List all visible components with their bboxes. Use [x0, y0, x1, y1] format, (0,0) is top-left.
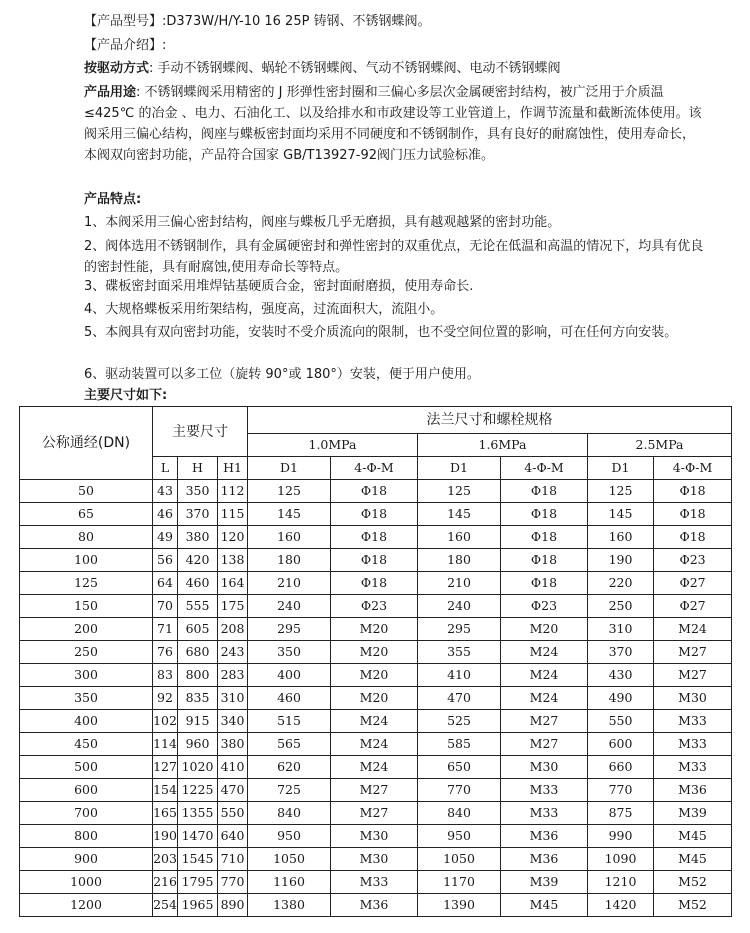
cell-bolt-25: M45 — [654, 848, 732, 871]
cell-d1-25: 1210 — [588, 871, 654, 894]
cell-h1: 243 — [218, 641, 248, 664]
cell-bolt-16: Φ23 — [501, 595, 588, 618]
cell-bolt-25: Φ23 — [654, 549, 732, 572]
cell-d1-10: 1380 — [248, 894, 331, 917]
cell-bolt-25: M52 — [654, 894, 732, 917]
table-row — [20, 572, 732, 595]
cell-d1-10: 620 — [248, 756, 331, 779]
cell-d1-16: 210 — [418, 572, 501, 595]
cell-h: 1225 — [178, 779, 218, 802]
cell-bolt-25: Φ27 — [654, 595, 732, 618]
cell-bolt-25: Φ18 — [654, 526, 732, 549]
cell-bolt-10: M20 — [331, 641, 418, 664]
cell-d1-16: 1050 — [418, 848, 501, 871]
cell-bolt-25: M36 — [654, 779, 732, 802]
cell-bolt-10: Φ18 — [331, 480, 418, 503]
table-row — [20, 802, 732, 825]
use-paragraph — [84, 82, 706, 166]
cell-bolt-16: M33 — [501, 802, 588, 825]
cell-dn: 350 — [20, 687, 153, 710]
cell-d1-16: 145 — [418, 503, 501, 526]
cell-bolt-25: M27 — [654, 664, 732, 687]
cell-l: 49 — [153, 526, 178, 549]
cell-dn: 80 — [20, 526, 153, 549]
cell-dn: 100 — [20, 549, 153, 572]
cell-h1: 770 — [218, 871, 248, 894]
cell-d1-16: 410 — [418, 664, 501, 687]
cell-bolt-16: M36 — [501, 825, 588, 848]
cell-d1-16: 525 — [418, 710, 501, 733]
cell-d1-25: 250 — [588, 595, 654, 618]
cell-bolt-10: Φ18 — [331, 503, 418, 526]
cell-d1-25: 430 — [588, 664, 654, 687]
table-row — [20, 526, 732, 549]
cell-bolt-10: M24 — [331, 733, 418, 756]
cell-d1-25: 220 — [588, 572, 654, 595]
cell-dn: 150 — [20, 595, 153, 618]
header-l: L — [153, 457, 178, 480]
cell-d1-10: 840 — [248, 802, 331, 825]
cell-h1: 164 — [218, 572, 248, 595]
cell-bolt-16: M36 — [501, 848, 588, 871]
cell-h: 1470 — [178, 825, 218, 848]
cell-d1-25: 875 — [588, 802, 654, 825]
cell-d1-25: 160 — [588, 526, 654, 549]
cell-d1-10: 350 — [248, 641, 331, 664]
cell-h: 460 — [178, 572, 218, 595]
features-heading: 产品特点: — [84, 192, 142, 207]
cell-bolt-16: M24 — [501, 664, 588, 687]
cell-l: 64 — [153, 572, 178, 595]
cell-d1-10: 565 — [248, 733, 331, 756]
intro-label: 【产品介绍】 — [84, 38, 163, 53]
use-label: 产品用途 — [84, 85, 137, 100]
cell-bolt-25: M33 — [654, 756, 732, 779]
cell-h: 680 — [178, 641, 218, 664]
cell-dn: 300 — [20, 664, 153, 687]
cell-l: 46 — [153, 503, 178, 526]
cell-bolt-16: Φ18 — [501, 480, 588, 503]
cell-l: 70 — [153, 595, 178, 618]
cell-h1: 208 — [218, 618, 248, 641]
cell-bolt-25: M30 — [654, 687, 732, 710]
cell-h: 800 — [178, 664, 218, 687]
cell-l: 56 — [153, 549, 178, 572]
header-bolt: 4-Φ-M — [501, 457, 588, 480]
cell-d1-16: 125 — [418, 480, 501, 503]
cell-bolt-10: M27 — [331, 779, 418, 802]
cell-dn: 1200 — [20, 894, 153, 917]
cell-h: 555 — [178, 595, 218, 618]
header-h1: H1 — [218, 457, 248, 480]
cell-d1-10: 400 — [248, 664, 331, 687]
cell-d1-16: 585 — [418, 733, 501, 756]
cell-dn: 700 — [20, 802, 153, 825]
cell-h: 605 — [178, 618, 218, 641]
cell-d1-16: 355 — [418, 641, 501, 664]
table-row — [20, 503, 732, 526]
cell-d1-16: 1390 — [418, 894, 501, 917]
cell-dn: 500 — [20, 756, 153, 779]
cell-bolt-16: M24 — [501, 687, 588, 710]
cell-bolt-16: M45 — [501, 894, 588, 917]
table-row — [20, 618, 732, 641]
cell-h1: 115 — [218, 503, 248, 526]
cell-l: 76 — [153, 641, 178, 664]
cell-h1: 410 — [218, 756, 248, 779]
header-main-dimensions: 主要尺寸 — [153, 407, 248, 457]
cell-bolt-10: M36 — [331, 894, 418, 917]
cell-h1: 310 — [218, 687, 248, 710]
cell-d1-10: 950 — [248, 825, 331, 848]
cell-dn: 125 — [20, 572, 153, 595]
cell-d1-16: 840 — [418, 802, 501, 825]
table-row — [20, 733, 732, 756]
cell-d1-10: 240 — [248, 595, 331, 618]
cell-l: 83 — [153, 664, 178, 687]
cell-h1: 340 — [218, 710, 248, 733]
use-value: : 不锈钢蝶阀采用精密的 J 形弹性密封圈和三偏心多层次金属硬密封结构，被广泛用于介质温≤425℃ 的冶金 、电力、石油化工、以及给排水和市政建设等工业管道上，作调节流量和截断流体使用。该阀采用三偏心结构，阀座与蝶板密封面均采用不同硬度和不锈钢制作，具有良好的耐腐蚀性，使用寿命长，本阀双向密封功能，产品符合国家 GB/T13927-92阀门压力试验标准。 — [84, 85, 702, 163]
cell-bolt-25: M33 — [654, 733, 732, 756]
cell-l: 102 — [153, 710, 178, 733]
dimension-table — [19, 406, 732, 917]
feature-item-5: 5、本阀具有双向密封功能，安装时不受介质流向的限制，也不受空间位置的影响，可在任何方向安装。 — [84, 325, 678, 340]
cell-bolt-10: Φ23 — [331, 595, 418, 618]
cell-h1: 640 — [218, 825, 248, 848]
drive-value: : 手动不锈钢蝶阀、蜗轮不锈钢蝶阀、气动不锈钢蝶阀、电动不锈钢蝶阀 — [149, 61, 561, 76]
cell-l: 71 — [153, 618, 178, 641]
cell-bolt-16: M27 — [501, 710, 588, 733]
cell-d1-16: 160 — [418, 526, 501, 549]
cell-h: 420 — [178, 549, 218, 572]
model-label: 【产品型号】 — [84, 14, 163, 29]
cell-h1: 112 — [218, 480, 248, 503]
cell-bolt-16: M33 — [501, 779, 588, 802]
header-pressure-1: 1.0MPa — [248, 434, 418, 457]
cell-l: 254 — [153, 894, 178, 917]
table-row — [20, 687, 732, 710]
cell-bolt-16: M39 — [501, 871, 588, 894]
cell-d1-25: 1090 — [588, 848, 654, 871]
cell-d1-25: 1420 — [588, 894, 654, 917]
cell-bolt-25: M33 — [654, 710, 732, 733]
cell-h1: 710 — [218, 848, 248, 871]
cell-l: 92 — [153, 687, 178, 710]
cell-h1: 175 — [218, 595, 248, 618]
cell-l: 190 — [153, 825, 178, 848]
table-title: 主要尺寸如下: — [84, 388, 168, 403]
cell-h1: 890 — [218, 894, 248, 917]
cell-bolt-25: Φ27 — [654, 572, 732, 595]
model-line — [84, 12, 704, 32]
cell-d1-25: 145 — [588, 503, 654, 526]
cell-bolt-25: Φ18 — [654, 480, 732, 503]
drive-label: 按驱动方式 — [84, 61, 150, 76]
cell-d1-10: 460 — [248, 687, 331, 710]
cell-d1-25: 660 — [588, 756, 654, 779]
cell-dn: 250 — [20, 641, 153, 664]
cell-d1-10: 725 — [248, 779, 331, 802]
header-bolt: 4-Φ-M — [654, 457, 732, 480]
table-row — [20, 549, 732, 572]
cell-bolt-16: Φ18 — [501, 503, 588, 526]
cell-h1: 138 — [218, 549, 248, 572]
cell-d1-10: 515 — [248, 710, 331, 733]
header-pressure-2: 1.6MPa — [418, 434, 588, 457]
cell-d1-10: 1050 — [248, 848, 331, 871]
cell-bolt-10: M24 — [331, 756, 418, 779]
cell-d1-25: 600 — [588, 733, 654, 756]
cell-h: 380 — [178, 526, 218, 549]
cell-bolt-10: Φ18 — [331, 549, 418, 572]
cell-bolt-25: M24 — [654, 618, 732, 641]
cell-h1: 120 — [218, 526, 248, 549]
cell-bolt-16: M27 — [501, 733, 588, 756]
cell-l: 43 — [153, 480, 178, 503]
cell-d1-10: 1160 — [248, 871, 331, 894]
cell-dn: 800 — [20, 825, 153, 848]
cell-bolt-10: M24 — [331, 710, 418, 733]
table-row — [20, 595, 732, 618]
cell-h: 1355 — [178, 802, 218, 825]
cell-h1: 470 — [218, 779, 248, 802]
cell-h: 350 — [178, 480, 218, 503]
cell-bolt-16: M24 — [501, 641, 588, 664]
table-row — [20, 779, 732, 802]
cell-h: 1020 — [178, 756, 218, 779]
cell-d1-25: 490 — [588, 687, 654, 710]
cell-bolt-16: M30 — [501, 756, 588, 779]
header-pressure-3: 2.5MPa — [588, 434, 732, 457]
table-row — [20, 848, 732, 871]
cell-d1-16: 950 — [418, 825, 501, 848]
cell-d1-25: 125 — [588, 480, 654, 503]
table-row — [20, 871, 732, 894]
cell-d1-25: 190 — [588, 549, 654, 572]
table-body — [20, 480, 732, 917]
header-bolt: 4-Φ-M — [331, 457, 418, 480]
table-row — [20, 480, 732, 503]
header-dn: 公称通经(DN) — [20, 407, 153, 480]
header-d1: D1 — [418, 457, 501, 480]
cell-l: 203 — [153, 848, 178, 871]
cell-bolt-25: Φ18 — [654, 503, 732, 526]
cell-h: 1795 — [178, 871, 218, 894]
cell-h1: 550 — [218, 802, 248, 825]
cell-h1: 283 — [218, 664, 248, 687]
table-row — [20, 641, 732, 664]
cell-d1-16: 470 — [418, 687, 501, 710]
cell-d1-16: 240 — [418, 595, 501, 618]
cell-l: 165 — [153, 802, 178, 825]
intro-line — [84, 36, 704, 56]
cell-d1-10: 295 — [248, 618, 331, 641]
cell-bolt-25: M52 — [654, 871, 732, 894]
cell-bolt-10: M20 — [331, 618, 418, 641]
cell-dn: 450 — [20, 733, 153, 756]
cell-h: 1965 — [178, 894, 218, 917]
cell-bolt-16: Φ18 — [501, 572, 588, 595]
cell-d1-16: 770 — [418, 779, 501, 802]
cell-h: 915 — [178, 710, 218, 733]
cell-dn: 600 — [20, 779, 153, 802]
intro-value: : — [162, 38, 167, 53]
cell-bolt-10: Φ18 — [331, 526, 418, 549]
table-row — [20, 756, 732, 779]
cell-d1-10: 125 — [248, 480, 331, 503]
cell-l: 114 — [153, 733, 178, 756]
cell-bolt-10: M27 — [331, 802, 418, 825]
table-row — [20, 710, 732, 733]
cell-dn: 1000 — [20, 871, 153, 894]
table-row — [20, 825, 732, 848]
feature-item-1: 1、本阀采用三偏心密封结构，阀座与蝶板几乎无磨损，具有越观越紧的密封功能。 — [84, 215, 561, 230]
feature-item-3: 3、碟板密封面采用堆焊钴基硬质合金，密封面耐磨损，使用寿命长. — [84, 279, 474, 294]
cell-bolt-10: M30 — [331, 825, 418, 848]
header-h: H — [178, 457, 218, 480]
cell-l: 154 — [153, 779, 178, 802]
table-row — [20, 664, 732, 687]
cell-d1-16: 180 — [418, 549, 501, 572]
cell-dn: 50 — [20, 480, 153, 503]
cell-d1-25: 310 — [588, 618, 654, 641]
cell-h: 960 — [178, 733, 218, 756]
cell-d1-25: 370 — [588, 641, 654, 664]
header-d1: D1 — [248, 457, 331, 480]
cell-bolt-25: M45 — [654, 825, 732, 848]
cell-h: 835 — [178, 687, 218, 710]
model-value: :D373W/H/Y-10 16 25P 铸钢、不锈钢蝶阀。 — [162, 14, 431, 29]
cell-d1-25: 990 — [588, 825, 654, 848]
cell-dn: 65 — [20, 503, 153, 526]
cell-bolt-25: M27 — [654, 641, 732, 664]
cell-bolt-25: M39 — [654, 802, 732, 825]
cell-d1-25: 770 — [588, 779, 654, 802]
cell-d1-10: 145 — [248, 503, 331, 526]
cell-d1-10: 210 — [248, 572, 331, 595]
cell-dn: 200 — [20, 618, 153, 641]
cell-d1-16: 295 — [418, 618, 501, 641]
cell-bolt-10: Φ18 — [331, 572, 418, 595]
feature-item-6: 6、驱动装置可以多工位（旋转 90°或 180°）安装，便于用户使用。 — [84, 367, 480, 382]
cell-bolt-16: Φ18 — [501, 526, 588, 549]
cell-bolt-10: M33 — [331, 871, 418, 894]
cell-bolt-16: Φ18 — [501, 549, 588, 572]
cell-h1: 380 — [218, 733, 248, 756]
cell-l: 127 — [153, 756, 178, 779]
table-row — [20, 894, 732, 917]
cell-l: 216 — [153, 871, 178, 894]
cell-bolt-10: M30 — [331, 848, 418, 871]
cell-h: 370 — [178, 503, 218, 526]
cell-bolt-16: M20 — [501, 618, 588, 641]
cell-d1-10: 180 — [248, 549, 331, 572]
cell-d1-16: 650 — [418, 756, 501, 779]
cell-bolt-10: M20 — [331, 664, 418, 687]
cell-d1-10: 160 — [248, 526, 331, 549]
cell-bolt-10: M20 — [331, 687, 418, 710]
feature-item-2: 2、阀体选用不锈钢制作，具有金属硬密封和弹性密封的双重优点，无论在低温和高温的情况下，均具有优良的密封性能，具有耐腐蚀,使用寿命长等特点。 — [84, 239, 704, 275]
cell-dn: 900 — [20, 848, 153, 871]
drive-line — [84, 59, 704, 79]
header-flange-bolt: 法兰尺寸和螺栓规格 — [248, 407, 732, 434]
cell-d1-25: 550 — [588, 710, 654, 733]
feature-item-4: 4、大规格蝶板采用绗架结构，强度高，过流面积大，流阻小。 — [84, 302, 444, 317]
header-d1: D1 — [588, 457, 654, 480]
cell-dn: 400 — [20, 710, 153, 733]
cell-h: 1545 — [178, 848, 218, 871]
cell-d1-16: 1170 — [418, 871, 501, 894]
